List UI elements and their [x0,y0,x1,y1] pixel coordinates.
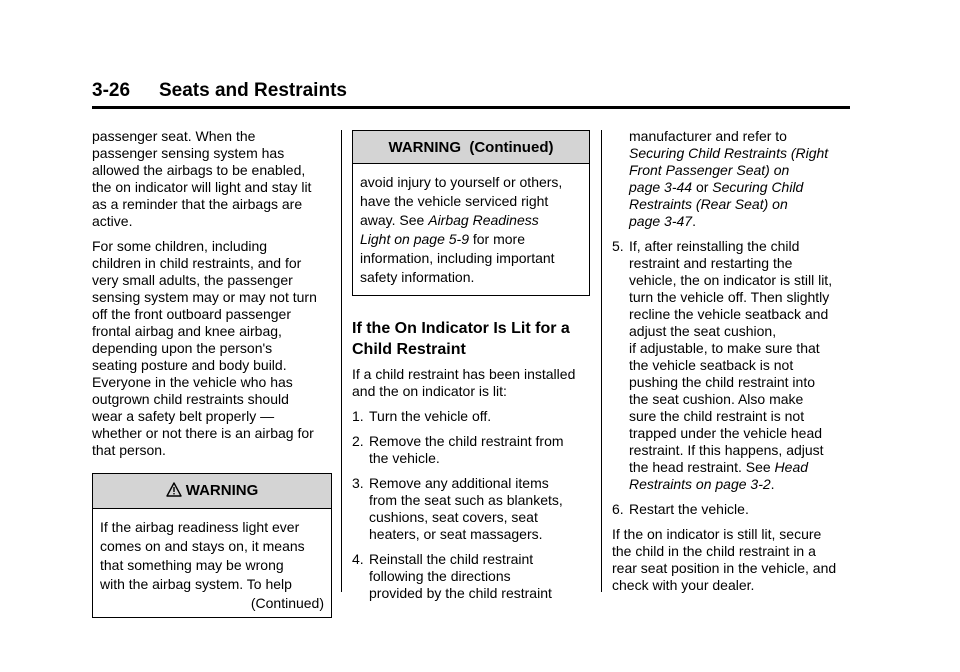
text-line: as a reminder that the airbags are [92,196,303,212]
section-subheading [352,318,590,360]
cross-reference-link[interactable]: page 3-44 [629,179,693,195]
list-item [352,408,590,425]
list-item [352,433,590,467]
text-line: from the seat such as blankets, [369,492,563,508]
warning-triangle-icon [166,482,182,501]
column-1 [92,128,332,618]
text-line: Restart the vehicle. [629,501,749,517]
text-line: have the vehicle serviced right [360,193,549,209]
cross-reference-link[interactable]: Light on page 5-9 [360,231,469,247]
list-item [612,501,857,518]
text-line [629,459,857,476]
text-line: the seat cushion. Also make [629,391,804,407]
cross-reference-link[interactable]: Restraints (Rear Seat) on [629,196,788,212]
steps-list [352,408,590,602]
text-line: vehicle, the on indicator is still lit, [629,272,833,288]
text-line: passenger sensing system has [92,145,285,161]
text-line: wear a safety belt properly — [92,408,275,424]
step-number: 2. [352,433,364,449]
warning-continued-header: WARNING (Continued) [353,131,589,164]
text-line [629,196,857,213]
text-line: restraint and restarting the [629,255,793,271]
text-line: Turn the vehicle off. [369,408,492,424]
text-line: turn the vehicle off. Then slightly [629,289,830,305]
text-line: seating posture and body build. [92,357,287,373]
step-number: 6. [612,501,624,517]
steps-list-continued [612,238,857,518]
step-number: 1. [352,408,364,424]
text-fragment: . [770,476,775,492]
text-line: Remove the child restraint from [369,433,564,449]
cross-reference-link[interactable]: Head [774,459,809,475]
list-item [612,238,857,493]
step-4-continuation [612,128,857,230]
text-line [629,213,857,230]
text-line: depending upon the person's [92,340,273,356]
page-number: 3-26 [92,80,131,101]
text-line: and the on indicator is lit: [352,383,507,399]
warning-body [93,509,331,617]
column-2 [352,130,590,610]
text-line: sensing system may or may not turn [92,289,317,305]
text-line: adjust the seat cushion, [629,323,777,339]
column-divider [341,130,342,592]
text-line: off the front outboard passenger [92,306,291,322]
text-line: following the directions [369,568,511,584]
text-line: if adjustable, to make sure that [629,340,820,356]
cross-reference-link[interactable]: Securing Child [712,179,804,195]
subheading-line: Child Restraint [352,341,466,358]
text-line: information, including important [360,250,555,266]
column-divider [601,130,602,592]
text-line: that person. [92,442,166,458]
cross-reference-link[interactable]: Front Passenger Seat) on [629,162,790,178]
text-line: the child in the child restraint in a [612,543,816,559]
text-line: the vehicle seatback is not [629,357,794,373]
text-line: cushions, seat covers, seat [369,509,538,525]
text-line: Everyone in the vehicle who has [92,374,293,390]
cross-reference-link[interactable]: Restraints on page 3-2 [629,476,771,492]
text-line: active. [92,213,133,229]
text-line [629,476,857,493]
text-fragment: . [692,213,696,229]
text-fragment: or [692,179,713,195]
text-line [629,145,857,162]
warning-header [93,474,331,509]
text-line: comes on and stays on, it means [100,538,305,554]
paragraph-passenger-sensing [92,128,332,230]
text-line: the on indicator will light and stay lit [92,179,312,195]
cross-reference-link[interactable]: page 3-47 [629,213,693,229]
text-line: manufacturer and refer to [629,128,787,144]
text-line: Reinstall the child restraint [369,551,534,567]
text-fragment: the head restraint. See [629,459,775,475]
text-line: rear seat position in the vehicle, and [612,560,837,576]
text-line: If the airbag readiness light ever [100,519,300,535]
warning-continued-box [352,130,590,296]
text-line [629,179,857,196]
text-line: safety information. [360,269,475,285]
text-line: provided by the child restraint [369,585,552,601]
list-item [352,475,590,543]
text-line: restraint. If this happens, adjust [629,442,824,458]
warning-title: WARNING [185,482,259,499]
text-line: whether or not there is an airbag for [92,425,314,441]
paragraph-final [612,526,857,594]
cross-reference-link[interactable]: Securing Child Restraints (Right [629,145,829,161]
text-line [360,211,582,230]
text-line: pushing the child restraint into [629,374,815,390]
text-line: outgrown child restraints should [92,391,289,407]
text-line: sure the child restraint is not [629,408,805,424]
text-line: frontal airbag and knee airbag, [92,323,282,339]
subheading-line: If the On Indicator Is Lit for a [352,320,570,337]
text-line: If the on indicator is still lit, secure [612,526,822,542]
text-line: Remove any additional items [369,475,549,491]
text-line: that something may be wrong [100,557,284,573]
column-3 [612,128,857,602]
paragraph-intro [352,366,590,400]
text-line: trapped under the vehicle head [629,425,823,441]
text-line: very small adults, the passenger [92,272,293,288]
step-number: 3. [352,475,364,491]
text-line: recline the vehicle seatback and [629,306,829,322]
paragraph-children [92,238,332,459]
text-line: with the airbag system. To help [100,576,292,592]
text-line: If a child restraint has been installed [352,366,576,382]
text-line: check with your dealer. [612,577,755,593]
text-line: For some children, including [92,238,268,254]
text-line [629,162,857,179]
text-line: the vehicle. [369,450,440,466]
page-header [92,80,850,109]
text-line: allowed the airbags to be enabled, [92,162,306,178]
step-number: 5. [612,238,624,254]
cross-reference-link[interactable]: Airbag Readiness [428,212,539,228]
text-fragment: for more [468,231,525,247]
text-line: passenger seat. When the [92,128,256,144]
warning-continued-body [353,164,589,295]
warning-box [92,473,332,618]
text-fragment: away. See [360,212,429,228]
step-number: 4. [352,551,364,567]
text-line: avoid injury to yourself or others, [360,174,563,190]
continued-label: (Continued) [250,595,324,611]
text-line: If, after reinstalling the child [629,238,800,254]
section-title: Seats and Restraints [159,80,347,101]
text-line: children in child restraints, and for [92,255,302,271]
list-item [352,551,590,602]
text-line: heaters, or seat massagers. [369,526,543,542]
text-line [360,230,582,249]
